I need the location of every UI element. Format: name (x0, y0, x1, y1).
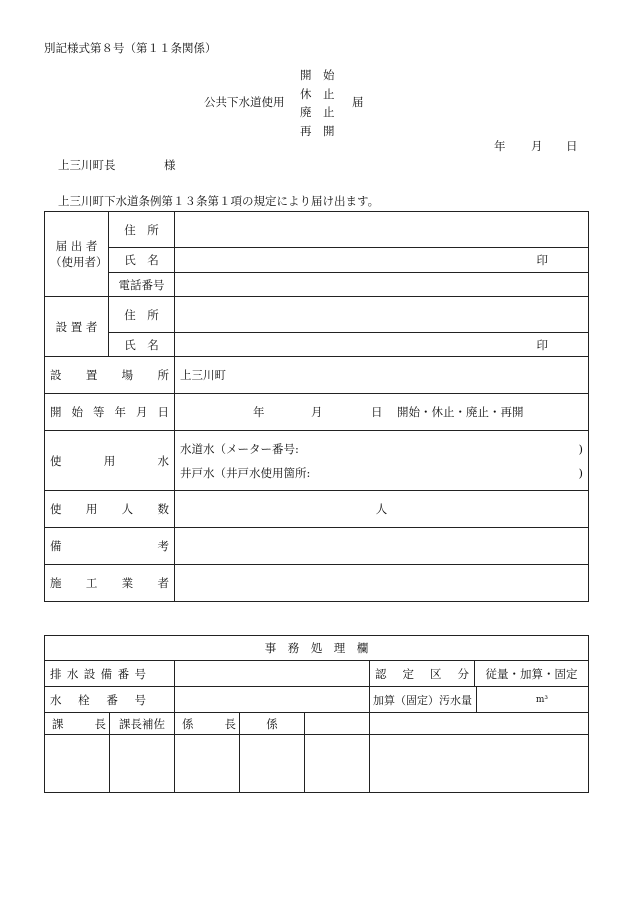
cert-label-cell (370, 661, 475, 686)
addressee-name: 上三川町長 (58, 158, 116, 172)
water-line-well (180, 461, 583, 485)
installer-address-field[interactable] (175, 297, 589, 333)
hydrant-label-cell (45, 687, 175, 713)
title-options (300, 66, 335, 140)
users-label-cell (45, 491, 175, 528)
remarks-label: 備 考 (50, 539, 169, 553)
location-label-cell (45, 357, 175, 394)
water-line-tap (180, 437, 583, 461)
notifier-name-field[interactable] (175, 248, 589, 273)
water-tap-close: ) (578, 441, 583, 456)
addressee-honorific: 様 (164, 158, 176, 172)
notifier-group-cell (45, 212, 109, 297)
users-label: 使 用 人 数 (50, 502, 169, 516)
approval-chief-seal[interactable] (45, 735, 110, 793)
start-date-month: 月 (311, 405, 323, 419)
sewage-inner (370, 687, 588, 712)
approval-section-chief-label: 係 長 (175, 713, 240, 735)
drain-label-cell (45, 661, 175, 687)
notification-table (44, 211, 589, 602)
contractor-label-cell (45, 565, 175, 602)
contractor-field[interactable] (175, 565, 589, 602)
users-field[interactable] (175, 491, 589, 528)
water-field[interactable] (175, 431, 589, 491)
title-suffix: 届 (352, 95, 364, 109)
cert-row (370, 661, 589, 687)
title-prefix: 公共下水道使用 (204, 95, 285, 109)
office-table (44, 635, 589, 793)
installer-address-label: 住 所 (109, 297, 175, 333)
start-date-day: 日 (371, 405, 383, 419)
approval-staff-label: 係 (240, 713, 305, 735)
water-well-close: ) (578, 465, 583, 480)
drain-label: 排 水 設 備 番 号 (50, 666, 146, 681)
installer-name-label: 氏 名 (109, 333, 175, 357)
start-date-label-cell (45, 394, 175, 431)
approval-section-chief-seal[interactable] (175, 735, 240, 793)
hydrant-field[interactable] (175, 687, 370, 713)
installer-name-field[interactable] (175, 333, 589, 357)
start-date-options[interactable]: 開始・休止・廃止・再開 (397, 405, 524, 419)
approval-extra-2-label (370, 713, 589, 735)
title-option-start: 開 始 (300, 68, 335, 82)
water-label: 使 用 水 (50, 453, 169, 468)
installer-group-label: 設 置 者 (45, 297, 109, 357)
sewage-unit[interactable]: m³ (535, 694, 548, 705)
remarks-field[interactable] (175, 528, 589, 565)
notifier-group-label: 届 出 者 (55, 239, 98, 253)
date-year: 年 (494, 139, 506, 153)
water-tap-text: 水道水（メーター番号: (180, 441, 299, 456)
form-label: 別記様式第８号（第１１条関係） (44, 41, 217, 55)
date-day: 日 (566, 139, 578, 153)
title-option-resume: 再 開 (300, 123, 335, 138)
users-unit: 人 (375, 502, 388, 516)
sewage-row (370, 687, 589, 713)
notifier-phone-label: 電話番号 (109, 273, 175, 297)
approval-staff-seal[interactable] (240, 735, 305, 793)
water-label-cell (45, 431, 175, 491)
cert-value[interactable]: 従量・加算・固定 (485, 666, 578, 681)
office-heading: 事 務 処 理 欄 (45, 636, 589, 661)
notifier-phone-field[interactable] (175, 273, 589, 297)
cert-inner (370, 661, 588, 686)
start-date-year: 年 (253, 405, 265, 419)
notifier-address-label: 住 所 (109, 212, 175, 248)
title-option-abolish: 廃 止 (300, 105, 335, 119)
notifier-group-sub: （使用者） (50, 255, 108, 269)
approval-extra-2-seal[interactable] (370, 735, 589, 793)
location-label: 設 置 場 所 (50, 368, 169, 382)
start-date-field[interactable] (175, 394, 589, 431)
start-date-label: 開 始 等 年 月 日 (50, 405, 169, 419)
contractor-label: 施 工 業 者 (50, 576, 169, 590)
approval-extra-1-seal[interactable] (305, 735, 370, 793)
installer-seal: 印 (536, 337, 548, 352)
hydrant-label: 水 栓 番 号 (50, 692, 146, 707)
remarks-label-cell (45, 528, 175, 565)
water-well-text: 井戸水（井戸水使用箇所: (180, 465, 311, 480)
drain-field[interactable] (175, 661, 370, 687)
sewage-label: 加算（固定）汚水量 (370, 687, 477, 712)
title-option-suspend: 休 止 (300, 86, 335, 101)
approval-deputy-label: 課長補佐 (110, 713, 175, 735)
approval-extra-1-label (305, 713, 370, 735)
statement: 上三川町下水道条例第１３条第１項の規定により届け出ます。 (58, 194, 380, 208)
approval-deputy-seal[interactable] (110, 735, 175, 793)
cert-label: 認 定 区 分 (375, 666, 469, 681)
location-value[interactable]: 上三川町 (175, 357, 589, 394)
notifier-seal: 印 (536, 253, 548, 267)
approval-chief-label: 課 長 (45, 713, 110, 735)
notifier-name-label: 氏 名 (109, 248, 175, 273)
notifier-address-field[interactable] (175, 212, 589, 248)
date-month: 月 (531, 139, 543, 153)
